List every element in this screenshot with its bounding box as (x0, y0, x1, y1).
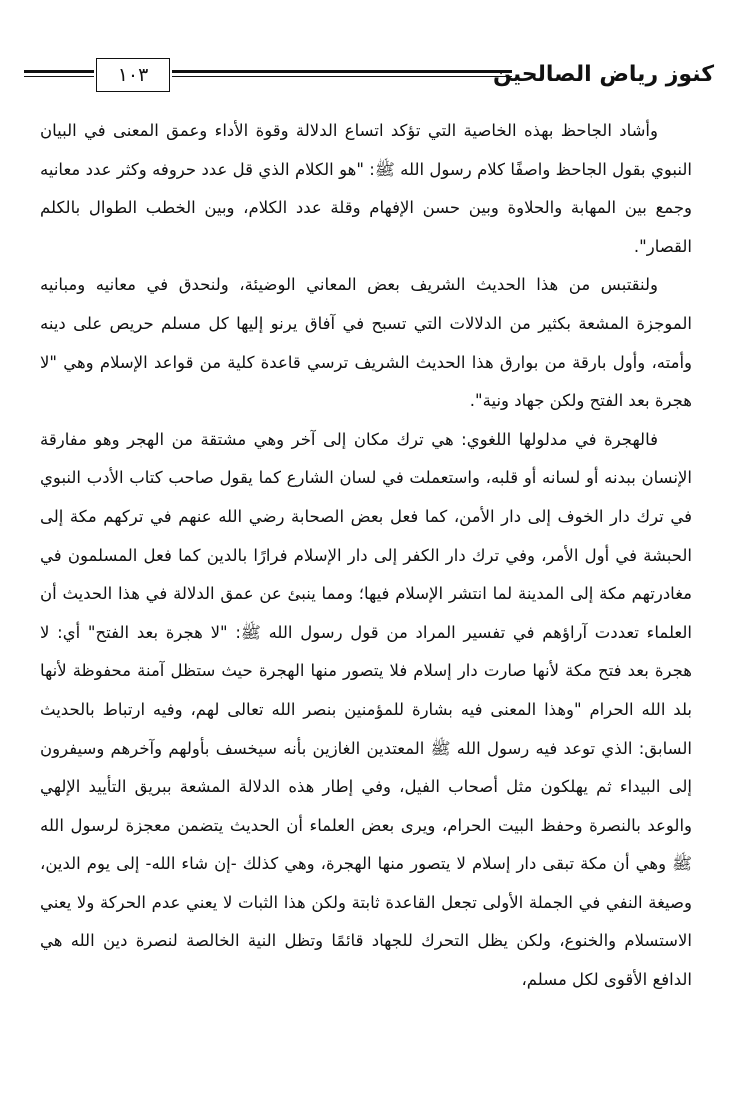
book-title: كنوز رياض الصالحين (493, 62, 714, 87)
page-number: ١٠٣ (96, 58, 170, 92)
paragraph-3: فالهجرة في مدلولها اللغوي: هي ترك مكان إلى آخر وهي مشتقة من الهجر وهو مفارقة الإنسان ببدنه أو لسانه أو قلبه، واستعملت في لسان الشارع كما يقول صاحب كتاب الأدب النبوي في ترك دار الخوف إلى دار الأمن، كما فعل بعض الصحابة رضي الله عنهم في تركهم مكة إلى الحبشة في أول الأمر، وفي ترك دار الكفر إلى دار الإسلام فرارًا بالدين كما فعل المسلمون في مغادرتهم مكة إلى المدينة لما انتشر الإسلام فيها؛ ومما ينبئ عن عمق الدلالة في هذا الحديث أن العلماء تعددت آراؤهم في تفسير المراد من قول رسول الله ﷺ: "لا هجرة بعد الفتح" أي: لا هجرة بعد فتح مكة لأنها صارت دار إسلام فلا يتصور منها الهجرة حيث ستظل آمنة محفوظة لأنها بلد الله الحرام "وهذا المعنى فيه بشارة للمؤمنين بنصر الله تعالى لهم، وفيه ارتباط بالحديث السابق: الذي توعد فيه رسول الله ﷺ المعتدين الغازين بأنه سيخسف بأولهم وآخرهم وسيفرون إلى البيداء ثم يهلكون مثل أصحاب الفيل، وفي إطار هذه الدلالة المشعة ببريق التأييد الإلهي والوعد بالنصرة وحفظ البيت الحرام، ويرى بعض العلماء أن الحديث يتضمن معجزة لرسول الله ﷺ وهي أن مكة تبقى دار إسلام لا يتصور منها الهجرة، وهي كذلك -إن شاء الله- إلى يوم الدين، وصيغة النفي في الجملة الأولى تجعل القاعدة ثابتة ولكن هذا الثبات لا يعني عدم الحركة ولا يعني الاستسلام والخنوع، ولكن يظل التحرك للجهاد قائمًا وتظل النية الخالصة لنصرة دين الله هي الدافع الأقوى لكل مسلم، (40, 429, 692, 990)
header-rule-left (24, 70, 94, 77)
paragraph-1: وأشاد الجاحظ بهذه الخاصية التي تؤكد اتساع الدلالة وقوة الأداء وعمق المعنى في البيان النبوي بقول الجاحظ واصفًا كلام رسول الله ﷺ: "هو الكلام الذي قل عدد حروفه وكثر عدد معانيه وجمع بين المهابة والحلاوة وبين حسن الإفهام وقلة عدد الكلام، وبين الخطب الطوال بالكلم القصار". (40, 121, 692, 256)
page-header (24, 58, 714, 96)
page-body (40, 112, 692, 1000)
header-rule-right (172, 70, 512, 77)
paragraph-2: ولنقتبس من هذا الحديث الشريف بعض المعاني الوضيئة، ولنحدق في معانيه ومبانيه الموجزة المشعة بكثير من الدلالات التي تسبح في آفاق يرنو إليها كل مسلم حريص على دينه وأمته، وأول بارقة من بوارق هذا الحديث الشريف ترسي قاعدة كلية من قواعد الإسلام وهي "لا هجرة بعد الفتح ولكن جهاد ونية". (40, 275, 692, 411)
